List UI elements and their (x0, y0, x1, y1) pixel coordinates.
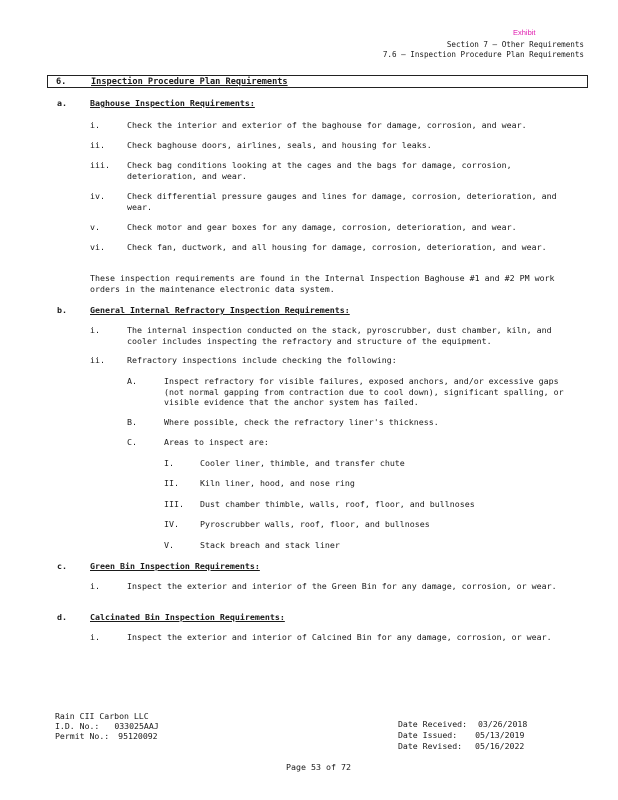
page-number: Page 53 of 72 (286, 762, 351, 772)
area-V-num: V. (164, 540, 174, 550)
header-subsection-line: 7.6 – Inspection Procedure Plan Requirements (382, 50, 584, 59)
item-d-letter: d. (57, 612, 67, 622)
item-a-v-text: Check motor and gear boxes for any damage, corrosion, deterioration, and wear. (127, 222, 517, 232)
section-number: 6. (56, 77, 67, 87)
footer-permit-label: Permit No.: (55, 731, 110, 741)
item-a-iv-text: Check differential pressure gauges and lines for damage, corrosion, deterioration, and wear. (127, 191, 557, 212)
footer-id-label: I.D. No.: (55, 721, 100, 731)
item-a-ii-text: Check baghouse doors, airlines, seals, and housing for leaks. (127, 140, 432, 150)
area-I-text: Cooler liner, thimble, and transfer chute (200, 458, 405, 468)
area-V-text: Stack breach and stack liner (200, 540, 340, 550)
item-a-iii-num: iii. (90, 160, 110, 170)
item-c-i-text: Inspect the exterior and interior of the Green Bin for any damage, corrosion, or wear. (127, 581, 557, 591)
footer-permit (55, 731, 158, 741)
item-c-i-num: i. (90, 581, 100, 591)
footer-id (55, 721, 159, 731)
footer-company: Rain CII Carbon LLC (55, 711, 149, 721)
header-section-line: Section 7 – Other Requirements (446, 40, 584, 49)
item-d-i-text: Inspect the exterior and interior of Calcined Bin for any damage, corrosion, or wear. (127, 632, 552, 642)
footer-received-value: 03/26/2018 (477, 719, 528, 729)
item-a-vi-text: Check fan, ductwork, and all housing for damage, corrosion, deterioration, and wear. (127, 242, 547, 252)
item-a-i-num: i. (90, 120, 100, 130)
item-a-i-text: Check the interior and exterior of the baghouse for damage, corrosion, and wear. (127, 120, 527, 130)
footer-date-issued (398, 730, 524, 740)
footer-revised-value: 05/16/2022 (475, 741, 525, 751)
item-b-ii-num: ii. (90, 355, 105, 365)
area-IV-text: Pyroscrubber walls, roof, floor, and bullnoses (200, 519, 430, 529)
item-c-heading: Green Bin Inspection Requirements: (90, 561, 260, 571)
area-III-text: Dust chamber thimble, walls, roof, floor, and bullnoses (200, 499, 475, 509)
footer-revised-label: Date Revised: (398, 741, 463, 751)
area-II-text: Kiln liner, hood, and nose ring (200, 478, 355, 488)
item-b-letter: b. (57, 305, 67, 315)
item-d-heading: Calcinated Bin Inspection Requirements: (90, 612, 285, 622)
item-a-note: These inspection requirements are found in the Internal Inspection Baghouse #1 and #2 PM work orders in the maintenance electronic data system. (90, 273, 555, 294)
item-b-ii-B-text: Where possible, check the refractory liner's thickness. (164, 417, 439, 427)
item-a-heading: Baghouse Inspection Requirements: (90, 98, 255, 108)
item-b-heading: General Internal Refractory Inspection Requirements: (90, 305, 350, 315)
item-d-i-num: i. (90, 632, 100, 642)
item-b-ii-A-text: Inspect refractory for visible failures, exposed anchors, and/or excessive gaps (not normal gapping from contraction due to cool down), significant spalling, or visible evidence that the anchor system has failed. (164, 376, 564, 408)
item-c-letter: c. (57, 561, 67, 571)
item-a-vi-num: vi. (90, 242, 105, 252)
footer-date-received (398, 719, 527, 729)
exhibit-stamp: Exhibit (513, 28, 536, 37)
section-title: Inspection Procedure Plan Requirements (91, 77, 288, 87)
item-a-v-num: v. (90, 222, 100, 232)
footer-received-label: Date Received: (398, 719, 468, 729)
footer-permit-value: 95120092 (118, 731, 158, 741)
area-II-num: II. (164, 478, 179, 488)
item-b-ii-C-text: Areas to inspect are: (164, 437, 269, 447)
item-a-iv-num: iv. (90, 191, 105, 201)
item-b-ii-B-num: B. (127, 417, 137, 427)
item-b-i-num: i. (90, 325, 100, 335)
footer-issued-value: 05/13/2019 (475, 730, 525, 740)
item-a-letter: a. (57, 98, 67, 108)
area-IV-num: IV. (164, 519, 179, 529)
item-b-i-text: The internal inspection conducted on the stack, pyroscrubber, dust chamber, kiln, and cooler includes inspecting the refractory and structure of the equipment. (127, 325, 552, 346)
footer-issued-label: Date Issued: (398, 730, 458, 740)
item-a-iii-text: Check bag conditions looking at the cages and the bags for damage, corrosion, deterioration, and wear. (127, 160, 512, 181)
item-b-ii-C-num: C. (127, 437, 137, 447)
footer-id-value: 033025AAJ (114, 721, 159, 731)
section-heading-box (47, 75, 588, 88)
area-III-num: III. (164, 499, 184, 509)
item-b-ii-A-num: A. (127, 376, 137, 386)
item-a-ii-num: ii. (90, 140, 105, 150)
footer-date-revised (398, 741, 524, 751)
item-b-ii-text: Refractory inspections include checking the following: (127, 355, 397, 365)
area-I-num: I. (164, 458, 174, 468)
